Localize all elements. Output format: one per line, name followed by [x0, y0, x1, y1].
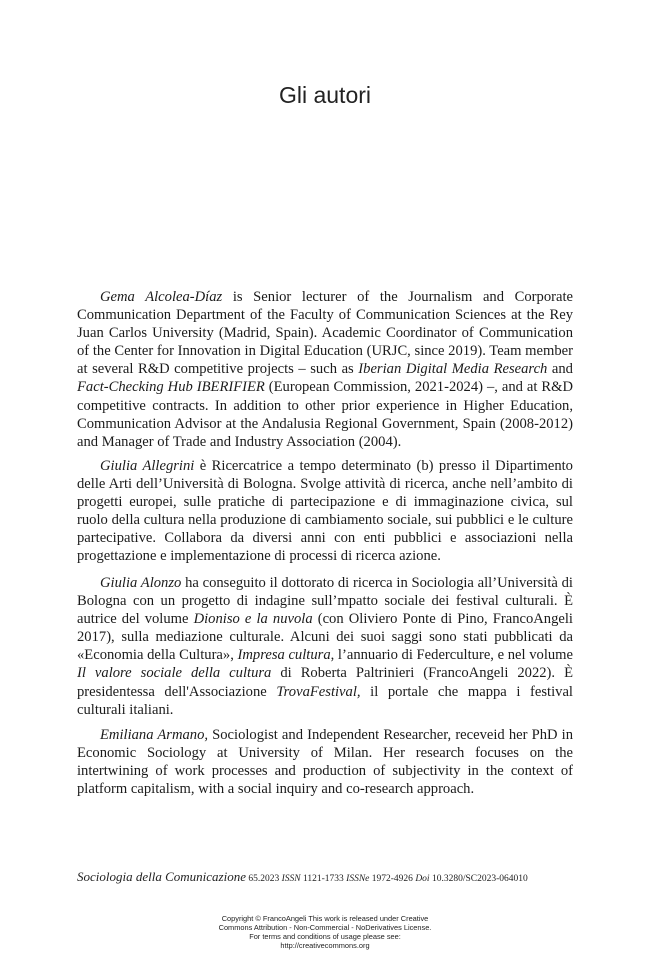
- journal-footer: [77, 868, 528, 886]
- author-bio-armano: [77, 726, 573, 798]
- book-title: Dioniso e la nuvola: [193, 611, 313, 628]
- journal-name: Sociologia della Comunicazione: [77, 869, 246, 884]
- author-bio-alcolea-diaz: [77, 288, 573, 451]
- license-link[interactable]: http://creativecommons.org: [280, 941, 370, 950]
- author-name: Giulia Alonzo: [100, 575, 182, 591]
- issn-label: ISSN: [281, 874, 301, 884]
- issue-number: 65.2023: [245, 874, 282, 884]
- author-bio-allegrini: [77, 457, 573, 566]
- bio-text: , l’annuario di Federculture, e nel volume: [330, 647, 573, 664]
- issne-label: ISSNe: [346, 874, 370, 884]
- bio-text: di Roberta Paltrinieri (FrancoAngeli 2022). È presidentessa dell'Associazione: [77, 665, 573, 700]
- license-notice: [0, 914, 650, 950]
- bio-text: (con Oliviero Ponte di Pino, FrancoAngeli 2017), sulla mediazione culturale. Alcuni dei suoi saggi sono stati pubblicati da «Economia della Cultura»,: [77, 611, 573, 664]
- author-name: Emiliana Armano,: [100, 727, 209, 743]
- bio-text: (European Commission, 2021-2024) –, and at R&D competitive contracts. In addition to other prior experience in Higher Education, Communication Advisor at the Andalusia Regional Government, Spain (2008-2012) and Manager of Trade and Industry Association (2004).: [77, 379, 573, 450]
- issne-value: 1972-4926: [369, 874, 416, 884]
- project-title: Fact-Checking Hub IBERIFIER: [77, 379, 265, 396]
- issn-value: 1121-1733: [300, 874, 347, 884]
- doi-label: Doi: [415, 874, 430, 884]
- author-bio-alonzo: [77, 574, 573, 719]
- bio-text: il portale che mappa i festival culturali italiani.: [77, 683, 573, 718]
- project-title: Iberian Digital Media Research: [358, 361, 548, 378]
- doi-value: 10.3280/SC2023-064010: [429, 874, 528, 884]
- license-line: Commons Attribution - Non-Commercial - NoDerivatives License.: [218, 923, 432, 932]
- bio-text: ha conseguito il dottorato di ricerca in Sociologia all’Università di Bologna con un progetto di indagine sull’mpatto sociale dei festival culturali. È autrice del volume: [77, 575, 573, 628]
- book-title: Il valore sociale della cultura: [77, 665, 272, 682]
- publication-title: Impresa cultura: [237, 647, 331, 664]
- bio-text: is Senior lecturer of the Journalism and Corporate Communication Department of the Faculty of Communication Sciences at the Rey Juan Carlos University (Madrid, Spain). Academic Coordinator of Communication of the Center for Innovation in Digital Education (URJC, since 2019). Team member at several R&D competitive projects – such as: [77, 289, 573, 378]
- license-line: For terms and conditions of usage please see:: [249, 932, 401, 941]
- author-name: Gema Alcolea-Díaz: [100, 289, 223, 305]
- bio-text: è Ricercatrice a tempo determinato (b) presso il Dipartimento delle Arti dell’Università di Bologna. Svolge attività di ricerca, anche nell’ambito di progetti europei, sulle pratiche di partecipazione e di immaginazione civica, sul ruolo della cultura nella produzione di cambiamento sociale, sui pubblici e le culture partecipative. Collabora da diversi anni con enti pubblici e associazioni nella progettazione e implementazione di processi di ricerca azione.: [77, 458, 573, 565]
- license-line: Copyright © FrancoAngeli This work is released under Creative: [221, 914, 429, 923]
- association-name: TrovaFestival,: [276, 683, 361, 700]
- page-title: Gli autori: [278, 82, 372, 108]
- author-name: Giulia Allegrini: [100, 458, 195, 474]
- bio-text: and: [547, 361, 573, 378]
- bio-text: Sociologist and Independent Researcher, receveid her PhD in Economic Sociology at University of Milan. Her research focuses on the intertwining of work processes and production of subjectivity in the context of platform capitalism, with a social inquiry and co-research approach.: [77, 727, 573, 798]
